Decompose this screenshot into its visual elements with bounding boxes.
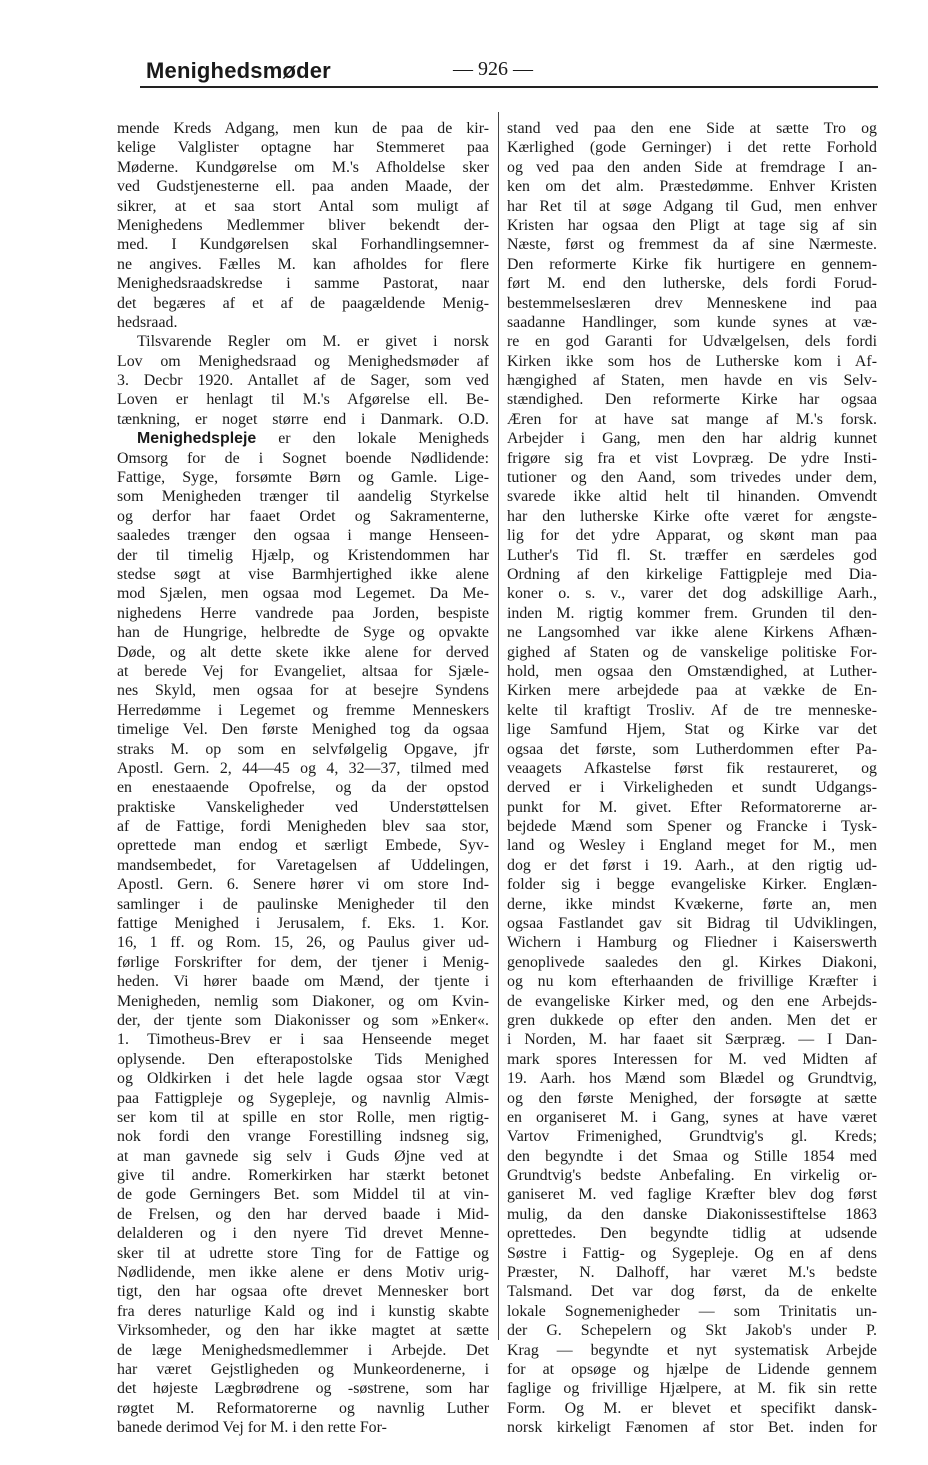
text-line: det højeste Lægbrødrene og -søstrene, som har xyxy=(117,1380,489,1398)
text-line: har Ret til at søge Adgang til Gud, men enhver xyxy=(507,197,877,215)
text-line: stedse søgt at vise Barmhjertighed ikke alene xyxy=(117,565,489,583)
text-line: det begæres af et af de paagældende Menig- xyxy=(117,294,489,312)
text-line: tutioner og den Aand, som trivedes under dem, xyxy=(507,469,877,487)
text-line: svarede ikke altid helt til hinanden. Omvendt xyxy=(507,488,877,506)
text-line-rest: er den lokale Menigheds xyxy=(278,430,489,448)
text-line: re en god Garanti for Udvælgelsen, dels fordi xyxy=(507,333,877,351)
text-line: Apostl. Gern. 2, 44—45 og 4, 32—37, tilmed med xyxy=(117,759,489,777)
text-line: straks M. op som en selvfølgelig Opgave, jfr xyxy=(117,740,489,758)
text-line: Døde, og alt dette skete ikke alene for derved xyxy=(117,643,489,661)
text-line: Grundtvig's bedste Anbefaling. En virkelig or- xyxy=(507,1167,877,1185)
text-line: ført M. end den lutherske, dels fordi Forud- xyxy=(507,275,877,293)
text-line: veaagets Afkastelse først fik restaureret, og xyxy=(507,759,877,777)
text-line: 16, 1 ff. og Rom. 15, 26, og Paulus giver ud- xyxy=(117,934,489,952)
text-line: saaledes trænger den ogsaa i mange Henseen- xyxy=(117,527,489,545)
text-line: Talsmand. Det var dog først, da de enkelte xyxy=(507,1283,877,1301)
text-line: Menighedens Medlemmer bliver bekendt der- xyxy=(117,216,489,234)
text-line: i Norden, M. har faaet sit Særpræg. — I Dan- xyxy=(507,1031,877,1049)
text-line: Kærlighed (gode Gerninger) i det rette Forhold xyxy=(507,139,877,157)
running-title: Menighedsmøder xyxy=(146,58,331,83)
text-line: han de Hungrige, helbredte de Syge og opvakte xyxy=(117,624,489,642)
text-line: en enestaaende Opofrelse, og da der opstod xyxy=(117,779,489,797)
text-line: de læge Menighedsmedlemmer i Arbejde. Det xyxy=(117,1341,489,1359)
text-line: Søstre i Fattig- og Sygepleje. Og en af dens xyxy=(507,1244,877,1262)
text-line: genoplivede saaledes den gl. Kirkes Diakoni, xyxy=(507,953,877,971)
text-line: delalderen og i den nyere Tid drevet Menne- xyxy=(117,1225,489,1243)
text-line: frigøre sig fra et vist Lovpræg. De ydre Insti- xyxy=(507,449,877,467)
text-line: paa Fattigpleje og Sygepleje, og navnlig Almis- xyxy=(117,1089,489,1107)
text-line: lige Samfund Hjem, Stat og Kirke var det xyxy=(507,721,877,739)
text-line: den begyndte i det Smaa og Stille 1854 med xyxy=(507,1147,877,1165)
text-line: Kristen har ogsaa den Pligt at tage sig af sin xyxy=(507,216,877,234)
text-line: ser kom til at spille en stor Rolle, men rigtig- xyxy=(117,1108,489,1126)
text-line: Den reformerte Kirke fik hurtigere en gennem- xyxy=(507,255,877,273)
text-line: Virksomheder, og den har ikke magtet at sætte xyxy=(117,1322,489,1340)
text-line: ved Gudstjenesterne ell. paa anden Maade, der xyxy=(117,178,489,196)
text-line: gighed af Staten og de vanskelige politiske For- xyxy=(507,643,877,661)
text-line: fattige Menighed i Jerusalem, f. Eks. 1. Kor. xyxy=(117,915,489,933)
text-line: ken om det alm. Præstedømme. Enhver Kristen xyxy=(507,178,877,196)
text-line: Loven er henlagt til M.'s Afgørelse ell. Be- xyxy=(117,391,489,409)
text-line: Ordning af den kirkelige Fattigpleje med Dia- xyxy=(507,565,877,583)
text-line: Møderne. Kundgørelse om M.'s Afholdelse sker xyxy=(117,158,489,176)
text-line: land og Wesley i England meget for M., men xyxy=(507,837,877,855)
text-line: at man gavnede sig selv i Guds Øjne ved at xyxy=(117,1147,489,1165)
text-line: 19. Aarh. hos Mænd som Blædel og Grundtvig, xyxy=(507,1070,877,1088)
text-line: dog er det først i 19. Aarh., at den rigtig ud- xyxy=(507,856,877,874)
text-line: hedsraad. xyxy=(117,313,178,331)
text-line: og nu kom efterhaanden de frivillige Kræfter i xyxy=(507,973,877,991)
text-line: de Frelsen, og den har derved baade i Mid- xyxy=(117,1205,489,1223)
text-line: mandsembedet, for Varetagelsen af Uddelingen, xyxy=(117,856,489,874)
left-column xyxy=(117,119,489,1438)
text-line: kelige Valglister optagne har Stemmeret paa xyxy=(117,139,489,157)
text-line: tænkning, er noget større end i Danmark. O.D. xyxy=(117,410,489,428)
text-line: som Menigheden trænger til aandelig Styrkelse xyxy=(117,488,489,506)
text-line: røgtet M. Reformatorerne og navnlig Luther xyxy=(117,1399,489,1417)
text-line: Kirken mere arbejdede paa at vække de En- xyxy=(507,682,877,700)
text-line: inden M. rigtig kommer frem. Grunden til den- xyxy=(507,604,877,622)
text-line: bejdede Mænd som Spener og Francke i Tysk- xyxy=(507,818,877,836)
text-line: punkt for M. givet. Efter Reformatorerne ar- xyxy=(507,798,877,816)
text-line: for at opsøge og hjælpe de Lidende gennem xyxy=(507,1361,877,1378)
text-line: mulig, da den danske Diakonissestiftelse 1863 xyxy=(507,1205,877,1223)
text-line: tigt, den har ogsaa ofte drevet Mennesker bort xyxy=(117,1283,489,1301)
text-line: Vartov Frimenighed, Grundtvig's gl. Kreds; xyxy=(507,1128,877,1146)
text-line: med. I Kundgørelsen skal Forhandlingsemner- xyxy=(117,236,489,254)
text-line: har været Gejstligheden og Munkeordenerne, i xyxy=(117,1361,489,1378)
text-line: banede derimod Vej for M. i den rette For- xyxy=(117,1419,387,1437)
text-line: timelige Vel. Den første Menighed tog da ogsaa xyxy=(117,721,489,739)
text-line: mende Kreds Adgang, men kun de paa de kir- xyxy=(117,120,489,137)
text-line: en organiseret M. i Gang, synes at have været xyxy=(507,1108,877,1126)
text-line: Næste, først og fremmest da af sine Nærmeste. xyxy=(507,236,877,254)
text-line: Æren for at have sat mange af M.'s forsk. xyxy=(507,410,877,428)
text-line: Præster, N. Dalhoff, har været M.'s bedste xyxy=(507,1264,877,1282)
text-line: Menighedsraadskredse i samme Pastorat, naar xyxy=(117,275,489,293)
text-line: der til timelig Hjælp, og Kristendommen har xyxy=(117,546,489,564)
text-line: at berede Vej for Evangeliet, altsaa for Sjæle- xyxy=(117,662,489,680)
text-line: Lov om Menighedsraad og Menighedsmøder af xyxy=(117,352,489,370)
text-line: saadanne Handlinger, som kunde synes at væ- xyxy=(507,313,877,331)
text-line: Nødlidende, men ikke alene er dens Motiv urig- xyxy=(117,1264,489,1282)
text-line: sikrer, at et saa stort Antal som muligt af xyxy=(117,197,489,215)
text-line: Luther's Tid fl. St. træffer en særdeles god xyxy=(507,546,877,564)
text-line: og den første Menighed, der forsøgte at sætte xyxy=(507,1089,877,1107)
text-line: ne Langsomhed var ikke alene Kirkens Afhæn- xyxy=(507,624,877,642)
text-line: ganiseret M. ved faglige Kræfter blev dog først xyxy=(507,1186,877,1204)
text-line: nes Skyld, men ogsaa for at besejre Syndens xyxy=(117,682,489,700)
text-line: 3. Decbr 1920. Antallet af de Sager, som ved xyxy=(117,372,489,390)
text-line: Fattige, Syge, forsømte Børn og Gamle. Lige- xyxy=(117,469,489,487)
text-line: Menigheden, nemlig som Diakoner, og om Kvin- xyxy=(117,992,489,1010)
text-line: praktiske Vanskeligheder ved Understøttelsen xyxy=(117,798,489,816)
text-line: gren dukkede op efter den anden. Men det er xyxy=(507,1011,877,1029)
text-line: folder sig i begge evangeliske Kirker. Englæn- xyxy=(507,876,877,894)
text-line: nok fordi den vrange Forestilling indsneg sig, xyxy=(117,1128,489,1146)
text-line: oplysende. Den efterapostolske Tids Menighed xyxy=(117,1050,489,1068)
text-line: koner o. s. v., varer det dog adskillige Aarh., xyxy=(507,585,877,603)
text-line: Omsorg for de i Sognet boende Nødlidende: xyxy=(117,449,489,467)
text-line: og derfor har faaet Ordet og Sakramenterne, xyxy=(117,507,489,525)
text-line: af de Fattige, fordi Menigheden blev saa stor, xyxy=(117,818,489,836)
text-line: der, der tjente som Diakonisser og som »Enker«. xyxy=(117,1011,489,1029)
text-line: faglige og frivillige Hjælpere, at M. fik sin rette xyxy=(507,1380,877,1398)
text-line: hold, men ogsaa den Omstændighed, at Luther- xyxy=(507,662,877,680)
text-line: stændighed. Den reformerte Kirke har ogsaa xyxy=(507,391,877,409)
text-line: Herredømme i Legemet og fremme Menneskers xyxy=(117,701,489,719)
text-line: der G. Schepelern og Skt Jakob's under P. xyxy=(507,1322,877,1340)
text-line: derne, ikke mindst Kvækerne, førte an, men xyxy=(507,895,877,913)
text-line: bestemmelseslæren drev Menneskene ind paa xyxy=(507,294,877,312)
text-line: oprettedes. Den begyndte tidlig at udsende xyxy=(507,1225,877,1243)
text-line: norsk kirkeligt Fænomen af stor Bet. inden for xyxy=(507,1419,877,1437)
text-line: ne angives. Fælles M. kan afholdes for flere xyxy=(117,255,489,273)
text-line: Apostl. Gern. 6. Senere hører vi om store Ind- xyxy=(117,876,489,894)
text-line: har den lutherske Kirke ofte været for ængste- xyxy=(507,507,877,525)
text-line: stand ved paa den ene Side at sætte Tro og xyxy=(507,120,877,137)
text-line: Wichern i Hamburg og Fliedner i Kaiserswerth xyxy=(507,934,877,952)
text-line: og ved paa den anden Side at fremdrage I an- xyxy=(507,158,877,176)
text-line: Krag — begyndte et nyt systematisk Arbejde xyxy=(507,1341,877,1359)
text-line: mod Sjælen, men ogsaa mod Legemet. Da Me- xyxy=(117,585,489,603)
text-line: de evangeliske Kirker med, og den ene Arbejds- xyxy=(507,992,877,1010)
text-line: heden. Vi hører baade om Mænd, der tjente i xyxy=(117,973,489,991)
text-line: førlige Forskrifter for dem, der tjener i Menig- xyxy=(117,953,489,971)
text-line: de gode Gerningers Bet. som Middel til at vin- xyxy=(117,1186,489,1204)
text-line: hængighed af Staten, men havde en vis Selv- xyxy=(507,372,877,390)
text-line: ogsaa Fastlandet gav sit Bidrag til Udviklingen, xyxy=(507,915,877,933)
column-divider xyxy=(498,112,499,1340)
text-line: ogsaa det første, som Lutherdommen efter Pa- xyxy=(507,740,877,758)
page-number: — 926 — xyxy=(453,58,533,80)
text-line: 1. Timotheus-Brev er i saa Henseende meget xyxy=(117,1031,489,1049)
text-line xyxy=(117,429,489,448)
text-line: Tilsvarende Regler om M. er givet i norsk xyxy=(137,333,489,351)
text-line: samlinger i de paulinske Menigheder til den xyxy=(117,895,489,913)
text-line: oprettede man endog et særligt Embede, Syv- xyxy=(117,837,489,855)
text-line: Kirken ikke som hos de Lutherske kom i Af- xyxy=(507,352,877,370)
right-column xyxy=(507,119,877,1438)
text-line: sker til at udrette store Ting for de Fattige og xyxy=(117,1244,489,1262)
text-line: give til andre. Romerkirken har stærkt betonet xyxy=(117,1167,489,1185)
text-line: mark spores Interessen for M. ved Midten af xyxy=(507,1050,877,1068)
text-line: lokale Sognemenigheder — som Trinitatis un- xyxy=(507,1302,877,1320)
headword: Menighedspleje xyxy=(137,430,257,448)
text-line: fra deres naturlige Kald og ind i kunstig skabte xyxy=(117,1302,489,1320)
text-line: derved er i Virkeligheden et sundt Udgangs- xyxy=(507,779,877,797)
text-line: Arbejder i Gang, men den har aldrig kunnet xyxy=(507,430,877,448)
text-line: nighedens Herre vandrede paa Jorden, bespiste xyxy=(117,604,489,622)
text-line: og Oldkirken i det hele lagde ogsaa stor Vægt xyxy=(117,1070,489,1088)
text-line: lig for det ydre Apparat, og skønt man paa xyxy=(507,527,877,545)
text-line: kelte til kraftigt Trosliv. Af de tre menneske- xyxy=(507,701,877,719)
header-rule xyxy=(140,86,878,88)
text-line: Form. Og M. er blevet et specifikt dansk- xyxy=(507,1399,877,1417)
